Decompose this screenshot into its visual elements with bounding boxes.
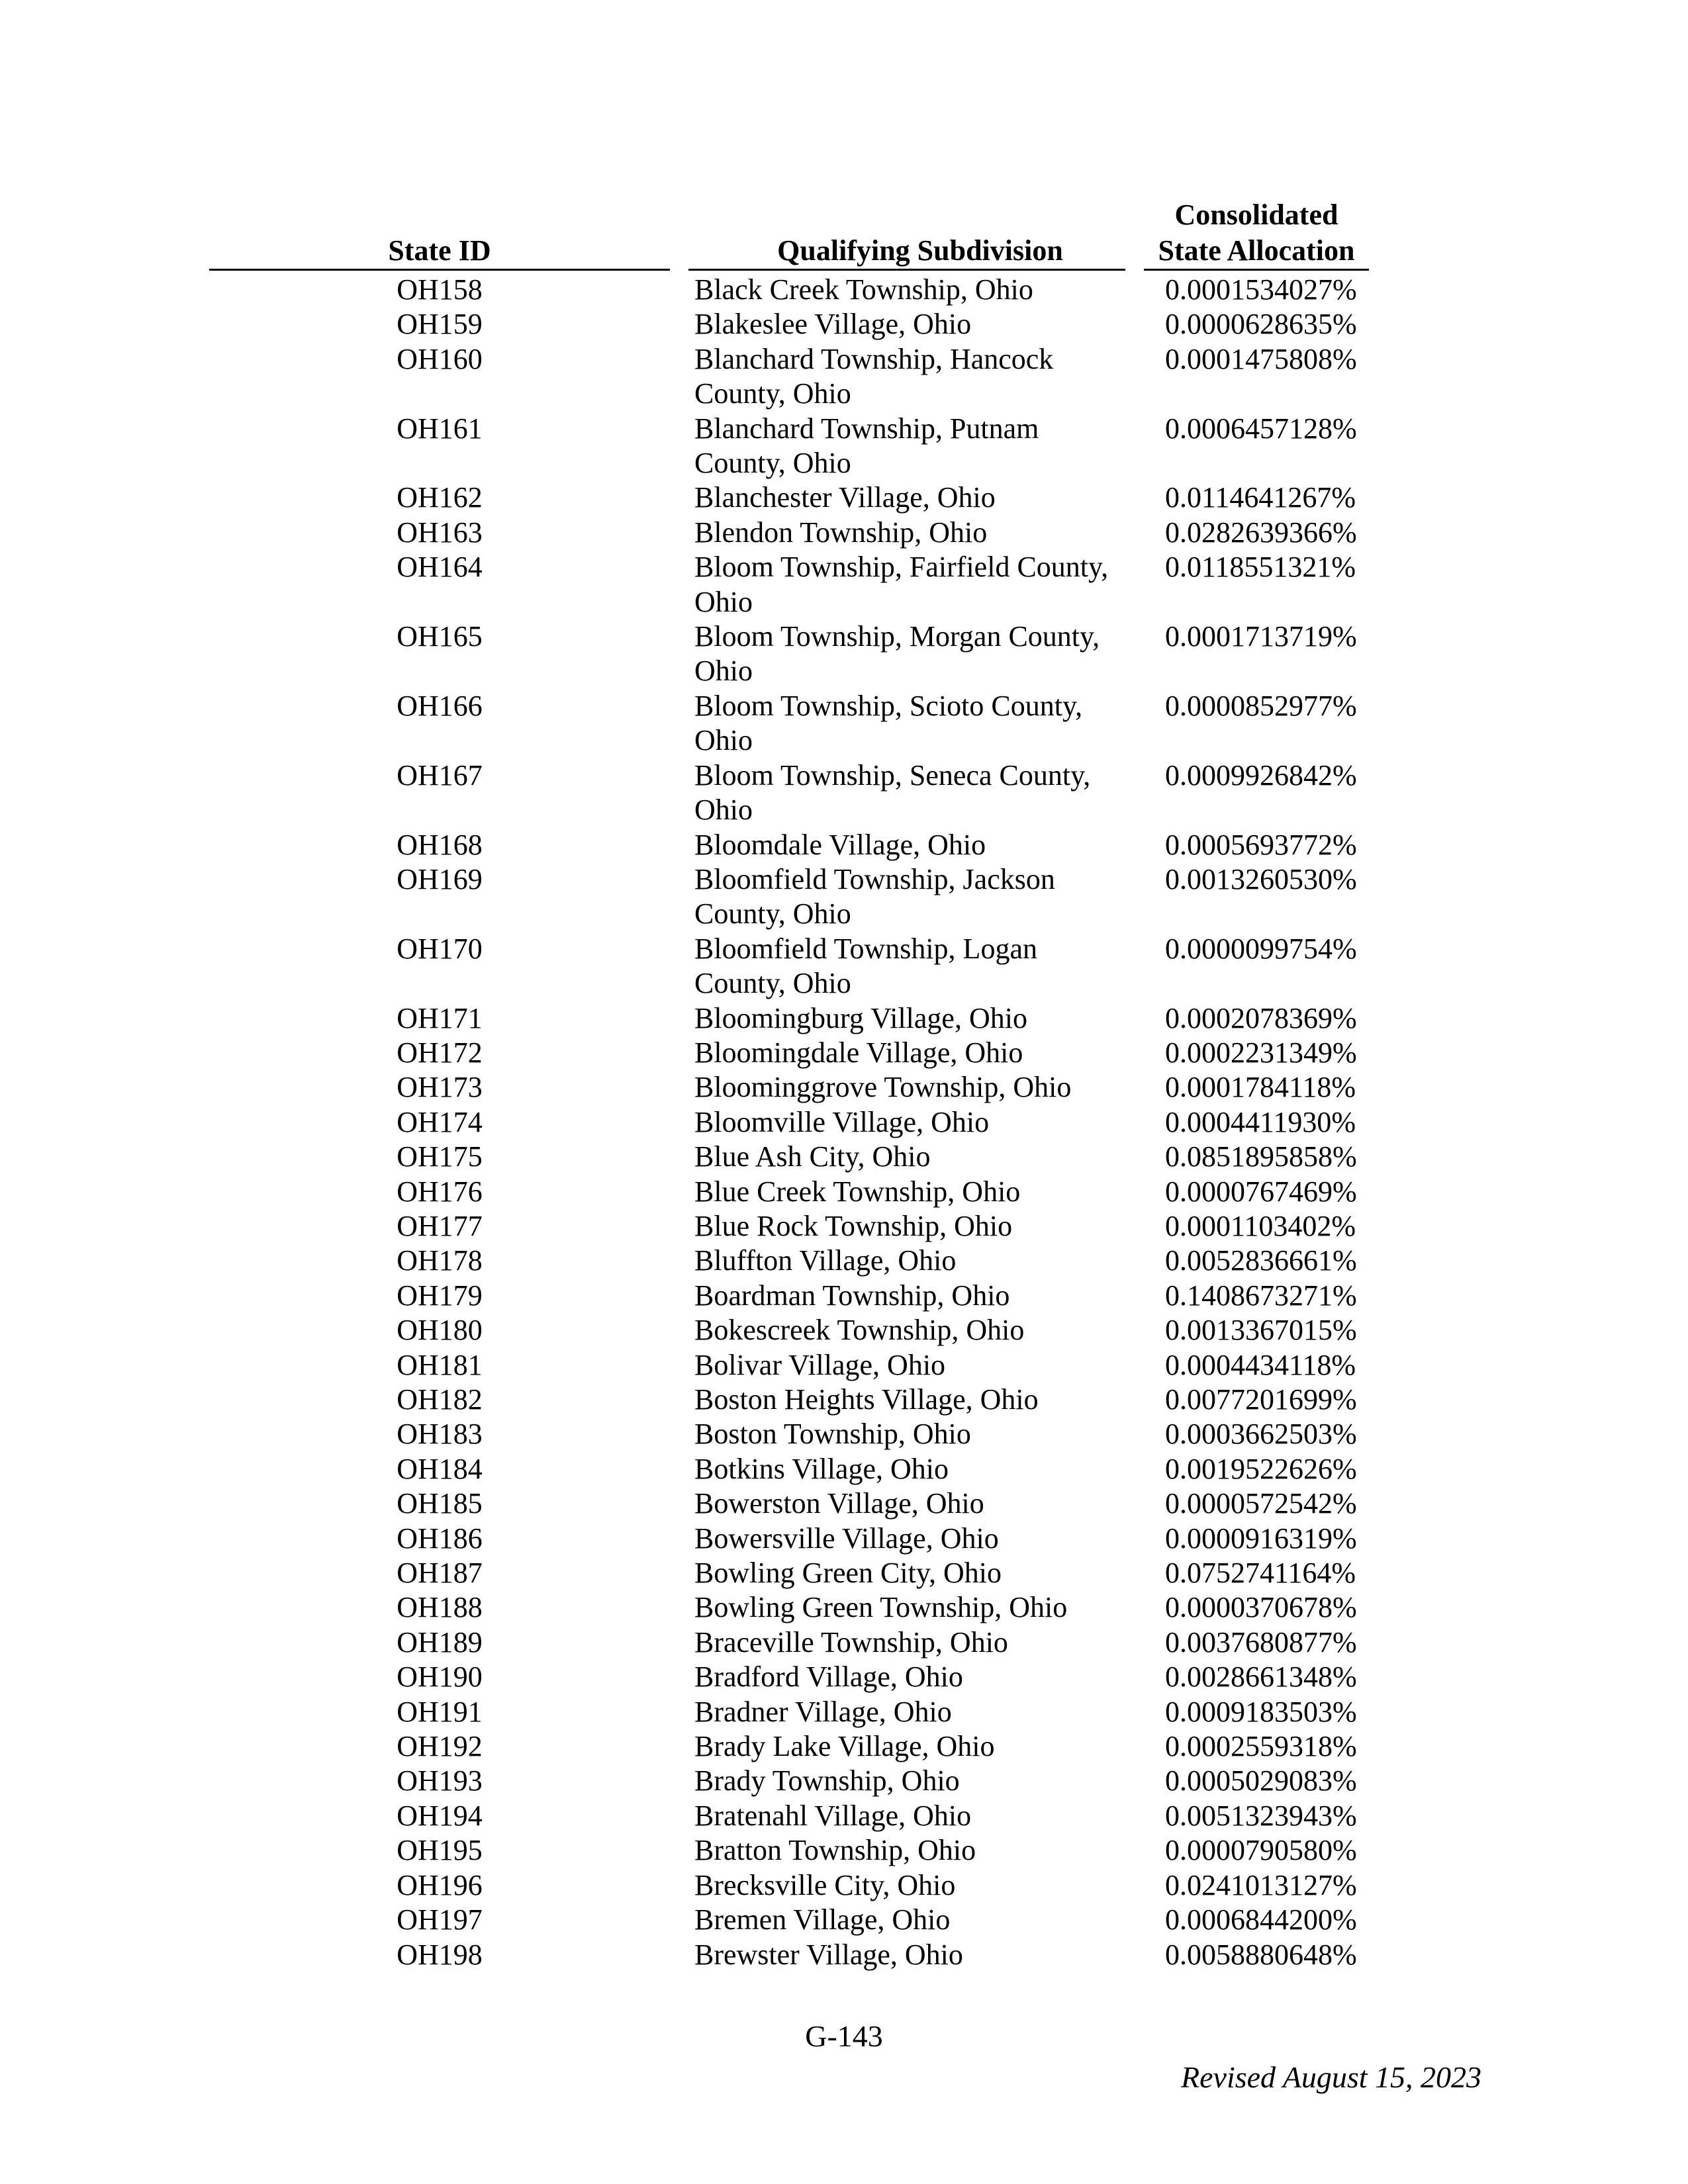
table-row [0, 1244, 1688, 1278]
subdivision-cell: Bloom Township, Seneca County, Ohio [694, 758, 1091, 827]
table-row [0, 1036, 1688, 1070]
state-id-cell: OH174 [397, 1105, 483, 1138]
header-allocation-line1: Consolidated [1174, 199, 1338, 231]
allocation-cell: 0.0019522626% [1165, 1452, 1357, 1485]
state-id-cell: OH182 [397, 1383, 483, 1416]
allocation-cell: 0.0000370678% [1165, 1591, 1357, 1624]
table-row [0, 619, 1688, 689]
subdivision-cell: Braceville Township, Ohio [694, 1625, 1008, 1659]
state-id-cell: OH192 [397, 1730, 483, 1763]
subdivision-cell: Bloomfield Township, Logan County, Ohio [694, 932, 1037, 1000]
allocation-cell: 0.0001534027% [1165, 273, 1357, 306]
allocation-cell: 0.0003662503% [1165, 1418, 1357, 1451]
table-row [0, 1140, 1688, 1174]
state-id-cell: OH165 [397, 620, 483, 653]
state-id-cell: OH173 [397, 1071, 483, 1104]
subdivision-cell: Bloomville Village, Ohio [694, 1105, 990, 1138]
allocation-cell: 0.0013367015% [1165, 1314, 1357, 1347]
state-id-cell: OH184 [397, 1452, 483, 1485]
table-row [0, 307, 1688, 341]
table-row [0, 1556, 1688, 1590]
table-row [0, 1868, 1688, 1903]
table-row [0, 1348, 1688, 1383]
allocation-cell: 0.0052836661% [1165, 1244, 1357, 1277]
subdivision-cell: Boston Heights Village, Ohio [694, 1383, 1039, 1416]
table-row [0, 1729, 1688, 1764]
allocation-cell: 0.0002559318% [1165, 1730, 1357, 1763]
state-id-cell: OH175 [397, 1140, 483, 1173]
header-rule-allocation [1144, 269, 1369, 271]
table-row [0, 689, 1688, 758]
state-id-cell: OH166 [397, 689, 483, 722]
state-id-cell: OH163 [397, 516, 483, 549]
header-rule-subdivision [688, 269, 1125, 271]
table-row [0, 1695, 1688, 1729]
revised-date: Revised August 15, 2023 [1181, 2060, 1481, 2094]
allocation-cell: 0.0009183503% [1165, 1695, 1357, 1728]
allocation-cell: 0.0282639366% [1165, 516, 1357, 549]
state-id-cell: OH198 [397, 1938, 483, 1971]
subdivision-cell: Bloomdale Village, Ohio [694, 828, 986, 861]
allocation-cell: 0.0002078369% [1165, 1001, 1357, 1034]
header-rule-state-id [209, 269, 670, 271]
table-row [0, 1279, 1688, 1313]
allocation-cell: 0.0005693772% [1165, 828, 1357, 861]
state-id-cell: OH180 [397, 1314, 483, 1347]
state-id-cell: OH168 [397, 828, 483, 861]
state-id-cell: OH197 [397, 1903, 483, 1936]
subdivision-cell: Bowling Green City, Ohio [694, 1557, 1002, 1590]
allocation-cell: 0.0077201699% [1165, 1383, 1357, 1416]
allocation-cell: 0.0000852977% [1165, 689, 1357, 722]
state-id-cell: OH176 [397, 1175, 483, 1208]
allocation-cell: 0.0051323943% [1165, 1799, 1357, 1832]
allocation-cell: 0.0004411930% [1165, 1105, 1356, 1138]
subdivision-cell: Bradner Village, Ohio [694, 1695, 952, 1728]
header-allocation-line2: State Allocation [1158, 234, 1355, 267]
allocation-cell: 0.0851895858% [1165, 1140, 1357, 1173]
table-row [0, 1313, 1688, 1347]
table-row [0, 1522, 1688, 1556]
table-body [0, 273, 1688, 1972]
allocation-cell: 0.1408673271% [1165, 1279, 1357, 1312]
table-row [0, 1209, 1688, 1244]
table-row [0, 1417, 1688, 1451]
table-row [0, 480, 1688, 515]
allocation-cell: 0.0004434118% [1165, 1348, 1356, 1381]
state-id-cell: OH162 [397, 481, 483, 514]
table-row [0, 1660, 1688, 1694]
allocation-cell: 0.0006457128% [1165, 412, 1357, 445]
subdivision-cell: Bloom Township, Morgan County, Ohio [694, 620, 1100, 688]
allocation-cell: 0.0037680877% [1165, 1625, 1357, 1659]
state-id-cell: OH195 [397, 1834, 483, 1867]
state-id-cell: OH183 [397, 1418, 483, 1451]
subdivision-cell: Botkins Village, Ohio [694, 1452, 949, 1485]
subdivision-cell: Brecksville City, Ohio [694, 1868, 956, 1901]
subdivision-cell: Blanchard Township, Putnam County, Ohio [694, 412, 1039, 480]
allocation-cell: 0.0000767469% [1165, 1175, 1357, 1208]
subdivision-cell: Brady Township, Ohio [694, 1764, 960, 1797]
state-id-cell: OH177 [397, 1209, 483, 1242]
table-row [0, 1001, 1688, 1036]
state-id-cell: OH178 [397, 1244, 483, 1277]
subdivision-cell: Bowersville Village, Ohio [694, 1522, 999, 1555]
subdivision-cell: Bluffton Village, Ohio [694, 1244, 957, 1277]
allocation-cell: 0.0001784118% [1165, 1071, 1356, 1104]
state-id-cell: OH193 [397, 1764, 483, 1797]
state-id-cell: OH191 [397, 1695, 483, 1728]
table-row [0, 1175, 1688, 1209]
allocation-cell: 0.0009926842% [1165, 758, 1357, 792]
table-row [0, 412, 1688, 481]
allocation-cell: 0.0241013127% [1165, 1868, 1357, 1901]
state-id-cell: OH172 [397, 1036, 483, 1069]
state-id-cell: OH159 [397, 308, 483, 341]
table-row [0, 1452, 1688, 1486]
allocation-cell: 0.0000628635% [1165, 308, 1357, 341]
subdivision-cell: Bloom Township, Fairfield County, Ohio [694, 551, 1109, 618]
subdivision-cell: Bolivar Village, Ohio [694, 1348, 946, 1381]
subdivision-cell: Bratenahl Village, Ohio [694, 1799, 972, 1832]
subdivision-cell: Bloomingburg Village, Ohio [694, 1001, 1027, 1034]
page-number: G-143 [805, 2019, 883, 2053]
table-row [0, 1833, 1688, 1868]
subdivision-cell: Bradford Village, Ohio [694, 1661, 963, 1694]
state-id-cell: OH179 [397, 1279, 483, 1312]
header-qualifying-subdivision: Qualifying Subdivision [777, 234, 1063, 267]
allocation-cell: 0.0001713719% [1165, 620, 1357, 653]
state-id-cell: OH170 [397, 932, 483, 965]
table-row [0, 1799, 1688, 1833]
allocation-cell: 0.0028661348% [1165, 1661, 1357, 1694]
subdivision-cell: Blanchard Township, Hancock County, Ohio [694, 342, 1054, 410]
subdivision-cell: Bloomfield Township, Jackson County, Ohio [694, 862, 1055, 931]
state-id-cell: OH160 [397, 342, 483, 375]
state-id-cell: OH188 [397, 1591, 483, 1624]
header-state-id: State ID [388, 234, 491, 267]
allocation-cell: 0.0013260530% [1165, 862, 1357, 895]
table-row [0, 550, 1688, 619]
table-row [0, 1383, 1688, 1417]
subdivision-cell: Boston Township, Ohio [694, 1418, 971, 1451]
subdivision-cell: Brewster Village, Ohio [694, 1938, 963, 1971]
allocation-cell: 0.0000916319% [1165, 1522, 1357, 1555]
table-row [0, 828, 1688, 862]
state-id-cell: OH171 [397, 1001, 483, 1034]
table-row [0, 1590, 1688, 1625]
subdivision-cell: Bowerston Village, Ohio [694, 1487, 984, 1520]
state-id-cell: OH181 [397, 1348, 483, 1381]
subdivision-cell: Blakeslee Village, Ohio [694, 308, 972, 341]
table-row [0, 342, 1688, 412]
allocation-cell: 0.0752741164% [1165, 1557, 1356, 1590]
state-id-cell: OH161 [397, 412, 483, 445]
allocation-cell: 0.0000099754% [1165, 932, 1357, 965]
subdivision-cell: Bloominggrove Township, Ohio [694, 1071, 1072, 1104]
table-row [0, 932, 1688, 1001]
state-id-cell: OH164 [397, 551, 483, 584]
state-id-cell: OH186 [397, 1522, 483, 1555]
subdivision-cell: Brady Lake Village, Ohio [694, 1730, 995, 1763]
allocation-cell: 0.0006844200% [1165, 1903, 1357, 1936]
table-row [0, 516, 1688, 550]
allocation-cell: 0.0000572542% [1165, 1487, 1357, 1520]
subdivision-cell: Bokescreek Township, Ohio [694, 1314, 1025, 1347]
state-id-cell: OH196 [397, 1868, 483, 1901]
header-consolidated-state-allocation [1144, 197, 1369, 269]
subdivision-cell: Blanchester Village, Ohio [694, 481, 996, 514]
table-row [0, 1625, 1688, 1660]
table-row [0, 1903, 1688, 1937]
subdivision-cell: Bratton Township, Ohio [694, 1834, 976, 1867]
subdivision-cell: Blue Ash City, Ohio [694, 1140, 931, 1173]
allocation-cell: 0.0001475808% [1165, 342, 1357, 375]
table-row [0, 1105, 1688, 1140]
table-row [0, 1070, 1688, 1105]
table-header [0, 197, 1688, 270]
table-row [0, 1764, 1688, 1798]
state-id-cell: OH169 [397, 862, 483, 895]
table-row [0, 862, 1688, 932]
subdivision-cell: Blendon Township, Ohio [694, 516, 988, 549]
allocation-cell: 0.0114641267% [1165, 481, 1356, 514]
state-id-cell: OH187 [397, 1557, 483, 1590]
subdivision-cell: Bremen Village, Ohio [694, 1903, 951, 1936]
subdivision-cell: Blue Rock Township, Ohio [694, 1209, 1013, 1242]
allocation-cell: 0.0118551321% [1165, 551, 1356, 584]
state-id-cell: OH167 [397, 758, 483, 792]
allocation-cell: 0.0058880648% [1165, 1938, 1357, 1971]
allocation-cell: 0.0000790580% [1165, 1834, 1357, 1867]
allocation-cell: 0.0001103402% [1165, 1209, 1356, 1242]
subdivision-cell: Bloomingdale Village, Ohio [694, 1036, 1023, 1069]
state-id-cell: OH190 [397, 1661, 483, 1694]
table-row [0, 1486, 1688, 1521]
state-id-cell: OH194 [397, 1799, 483, 1832]
state-id-cell: OH189 [397, 1625, 483, 1659]
allocation-cell: 0.0005029083% [1165, 1764, 1357, 1797]
subdivision-cell: Bowling Green Township, Ohio [694, 1591, 1068, 1624]
subdivision-cell: Blue Creek Township, Ohio [694, 1175, 1021, 1208]
subdivision-cell: Boardman Township, Ohio [694, 1279, 1010, 1312]
table-row [0, 273, 1688, 307]
subdivision-cell: Black Creek Township, Ohio [694, 273, 1033, 306]
table-row [0, 758, 1688, 828]
state-id-cell: OH185 [397, 1487, 483, 1520]
allocation-cell: 0.0002231349% [1165, 1036, 1357, 1069]
table-row [0, 1938, 1688, 1972]
state-id-cell: OH158 [397, 273, 483, 306]
subdivision-cell: Bloom Township, Scioto County, Ohio [694, 689, 1083, 757]
